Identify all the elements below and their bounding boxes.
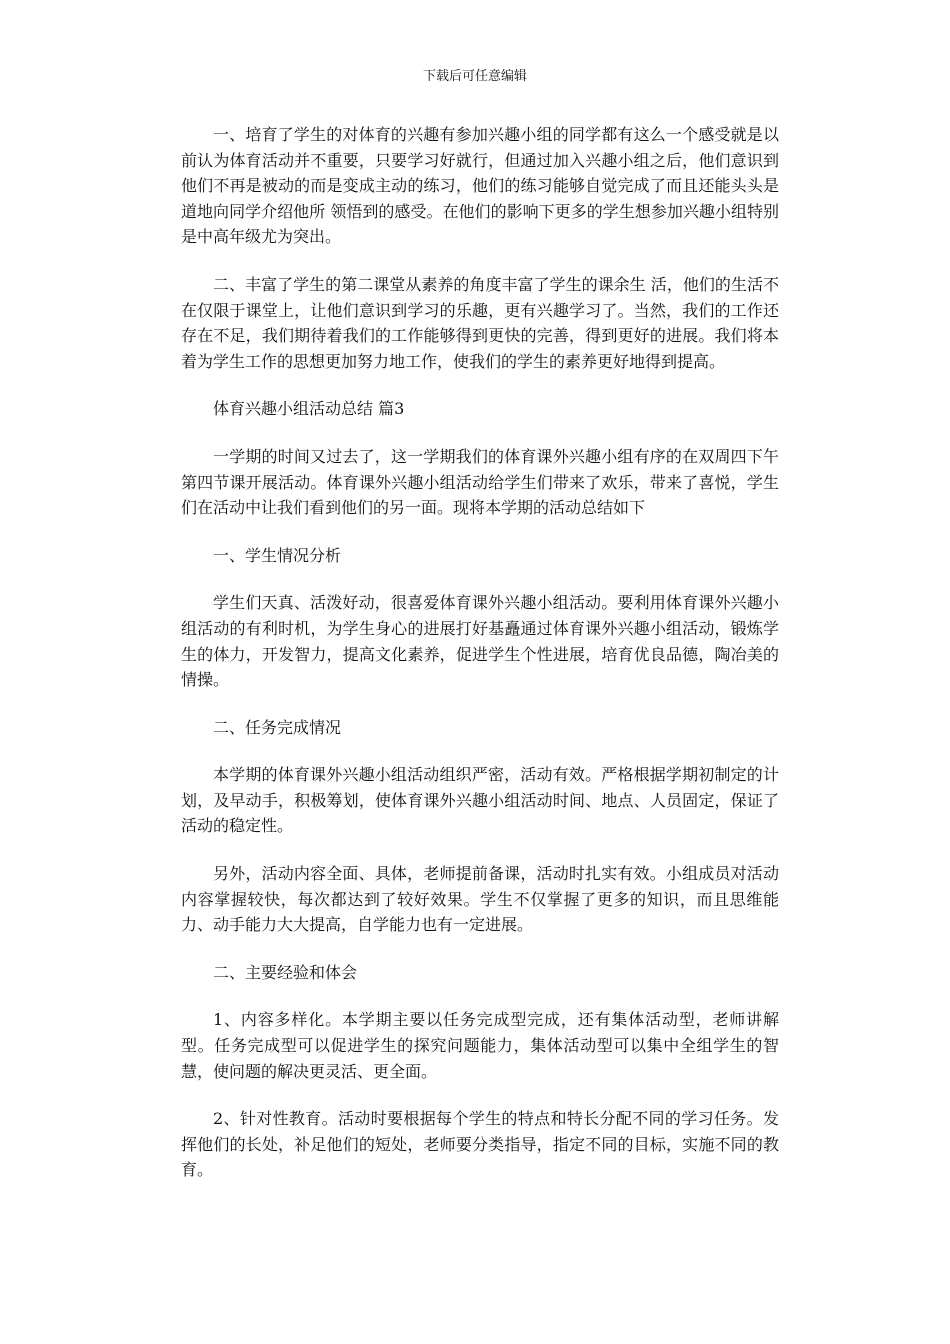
page-header-note: 下载后可任意编辑 <box>422 69 527 84</box>
paragraph-student-analysis: 学生们天真、活泼好动，很喜爱体育课外兴趣小组活动。要利用体育课外兴趣小组活动的有利时机，为学生身心的进展打好基矗通过体育课外兴趣小组活动，锻炼学生的体力，开发智力，提高文化素养，促进学生个性进展，培育优良品德，陶冶美的情操。 <box>181 593 779 690</box>
paragraph-semester-intro: 一学期的时间又过去了，这一学期我们的体育课外兴趣小组有序的在双周四下午第四节课开展活动。体育课外兴趣小组活动给学生们带来了欢乐，带来了喜悦，学生们在活动中让我们看到他们的另一面。现将本学期的活动总结如下 <box>181 446 779 518</box>
paragraph-second-classroom: 二、丰富了学生的第二课堂从素养的角度丰富了学生的课余生 活，他们的生活不在仅限于课堂上，让他们意识到学习的乐趣，更有兴趣学习了。当然，我们的工作还存在不足，我们期待着我们的工作能够得到更快的完善，得到更好的进展。我们将本着为学生工作的思想更加努力地工作，使我们的学生的素养更好地得到提高。 <box>181 274 779 371</box>
heading-student-analysis: 一、学生情况分析 <box>213 545 342 565</box>
paragraph-interest-cultivation: 一、培育了学生的对体育的兴趣有参加兴趣小组的同学都有这么一个感受就是以前认为体育活动并不重要，只要学习好就行，但通过加入兴趣小组之后，他们意识到他们不再是被动的而是变成主动的练习，他们的练习能够自觉完成了而且还能头头是道地向同学介绍他所 领悟到的感受。在他们的影响下更多的学生想参加兴趣小组特别是中高年级尤为突出。 <box>181 125 779 247</box>
paragraph-task-completion: 本学期的体育课外兴趣小组活动组织严密，活动有效。严格根据学期初制定的计划，及早动手，积极筹划，使体育课外兴趣小组活动时间、地点、人员固定，保证了活动的稳定性。 <box>181 765 779 836</box>
paragraph-activity-content: 另外，活动内容全面、具体，老师提前备课，活动时扎实有效。小组成员对活动内容掌握较快，每次都达到了较好效果。学生不仅掌握了更多的知识，而且思维能力、动手能力大大提高，自学能力也有一定进展。 <box>181 864 779 935</box>
paragraph-diverse-content: 1、内容多样化。本学期主要以任务完成型完成，还有集体活动型，老师讲解型。任务完成型可以促进学生的探究问题能力，集体活动型可以集中全组学生的智慧，使问题的解决更灵活、更全面。 <box>181 1010 779 1081</box>
heading-main-experience: 二、主要经验和体会 <box>213 962 358 982</box>
section-title-part3: 体育兴趣小组活动总结 篇3 <box>213 399 405 419</box>
heading-task-completion: 二、任务完成情况 <box>213 717 342 737</box>
paragraph-targeted-education: 2、针对性教育。活动时要根据每个学生的特点和特长分配不同的学习任务。发挥他们的长处，补足他们的短处，老师要分类指导，指定不同的目标，实施不同的教育。 <box>181 1109 779 1180</box>
document-body <box>181 122 779 1205</box>
